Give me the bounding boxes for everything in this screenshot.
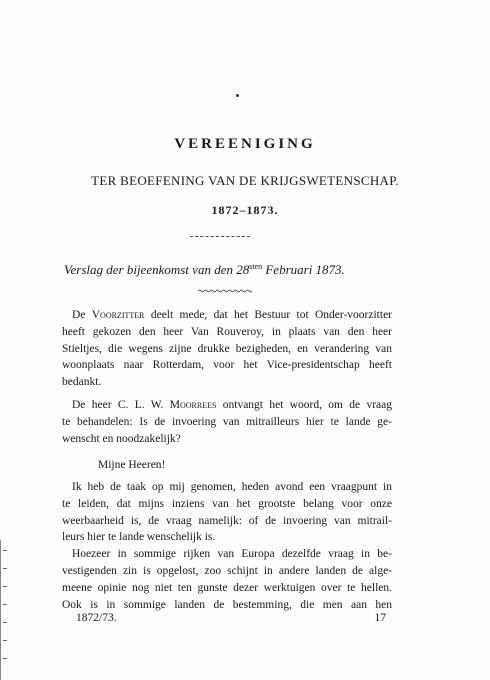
paragraph-3-line: Ik heb de taak op mij genomen, heden avond een vraagpunt in xyxy=(72,481,392,493)
smallcaps-moorrees: Moorrees xyxy=(169,399,217,411)
paragraph-3-line: vestigenden zin is opgelost, zoo schijnt in andere landen de alge- xyxy=(62,564,392,577)
years: 1872–1873. xyxy=(211,203,279,217)
paragraph-3-line: Ook is in sommige landen de bestemming, die men aan hen xyxy=(62,598,392,611)
paragraph-1-line: woonplaats naar Rotterdam, voor het Vice-presidentschap heeft xyxy=(62,359,392,372)
paragraph-2 xyxy=(62,397,392,447)
paragraph-3-line: te leiden, dat mijns inziens van het grootste belang voor onze xyxy=(62,497,392,510)
smallcaps-voorzitter: Voorzitter xyxy=(91,309,145,321)
title: VEREENIGING xyxy=(174,136,316,152)
paragraph-2-line: wenscht en noodzakelijk? xyxy=(62,432,181,445)
page-footer xyxy=(76,612,386,624)
salutation-text: Mijne Heeren! xyxy=(98,459,166,471)
ink-speck xyxy=(236,94,239,97)
wavy-divider xyxy=(198,289,252,293)
paragraph-1-line: heeft gekozen den heer Van Rouveroy, in plaats van den heer xyxy=(62,325,392,338)
paragraph-3-line: weerbaarheid is, de vraag namelijk: of de invoering van mitrail- xyxy=(62,514,392,527)
divider-rule xyxy=(190,236,250,237)
paragraph-3-line: Hoezeer in sommige rijken van Europa dezelfde vraag in be- xyxy=(72,548,392,561)
paragraph-2-line: De heer C. L. W. Moorrees ontvangt het woord, om de vraag xyxy=(72,399,393,411)
sheet-number: 17 xyxy=(374,612,386,624)
subtitle: TER BEOEFENING VAN DE KRIJGSWETENSCHAP. xyxy=(91,173,399,188)
paragraph-3-line: meene opinie nog niet ten gunste dezer werktuigen over te hellen. xyxy=(62,581,392,594)
paragraph-1-line: De Voorzitter deelt mede, dat het Bestuur tot Onder-voorzitter xyxy=(72,309,393,321)
report-heading-sup: sten xyxy=(249,262,263,271)
paragraph-3 xyxy=(62,479,392,613)
paragraph-1-line: Stieltjes, die wegens zijne drukke bezigheden, en verandering van xyxy=(62,342,392,355)
salutation xyxy=(98,457,428,474)
report-heading-prefix: Verslag der bijeenkomst van den 28 xyxy=(64,262,250,277)
page-edge-marks xyxy=(0,540,11,680)
paragraph-3-line: leurs hier te lande wenschelijk is. xyxy=(62,531,216,544)
report-heading xyxy=(64,262,345,278)
report-heading-suffix: Februari 1873. xyxy=(262,262,345,277)
paragraph-2-line: te behandelen: Is de invoering van mitrailleurs hier te lande ge- xyxy=(62,415,392,428)
paragraph-1-line: bedankt. xyxy=(62,376,102,389)
paragraph-1 xyxy=(62,307,392,391)
footer-signature: 1872/73. xyxy=(76,612,117,624)
